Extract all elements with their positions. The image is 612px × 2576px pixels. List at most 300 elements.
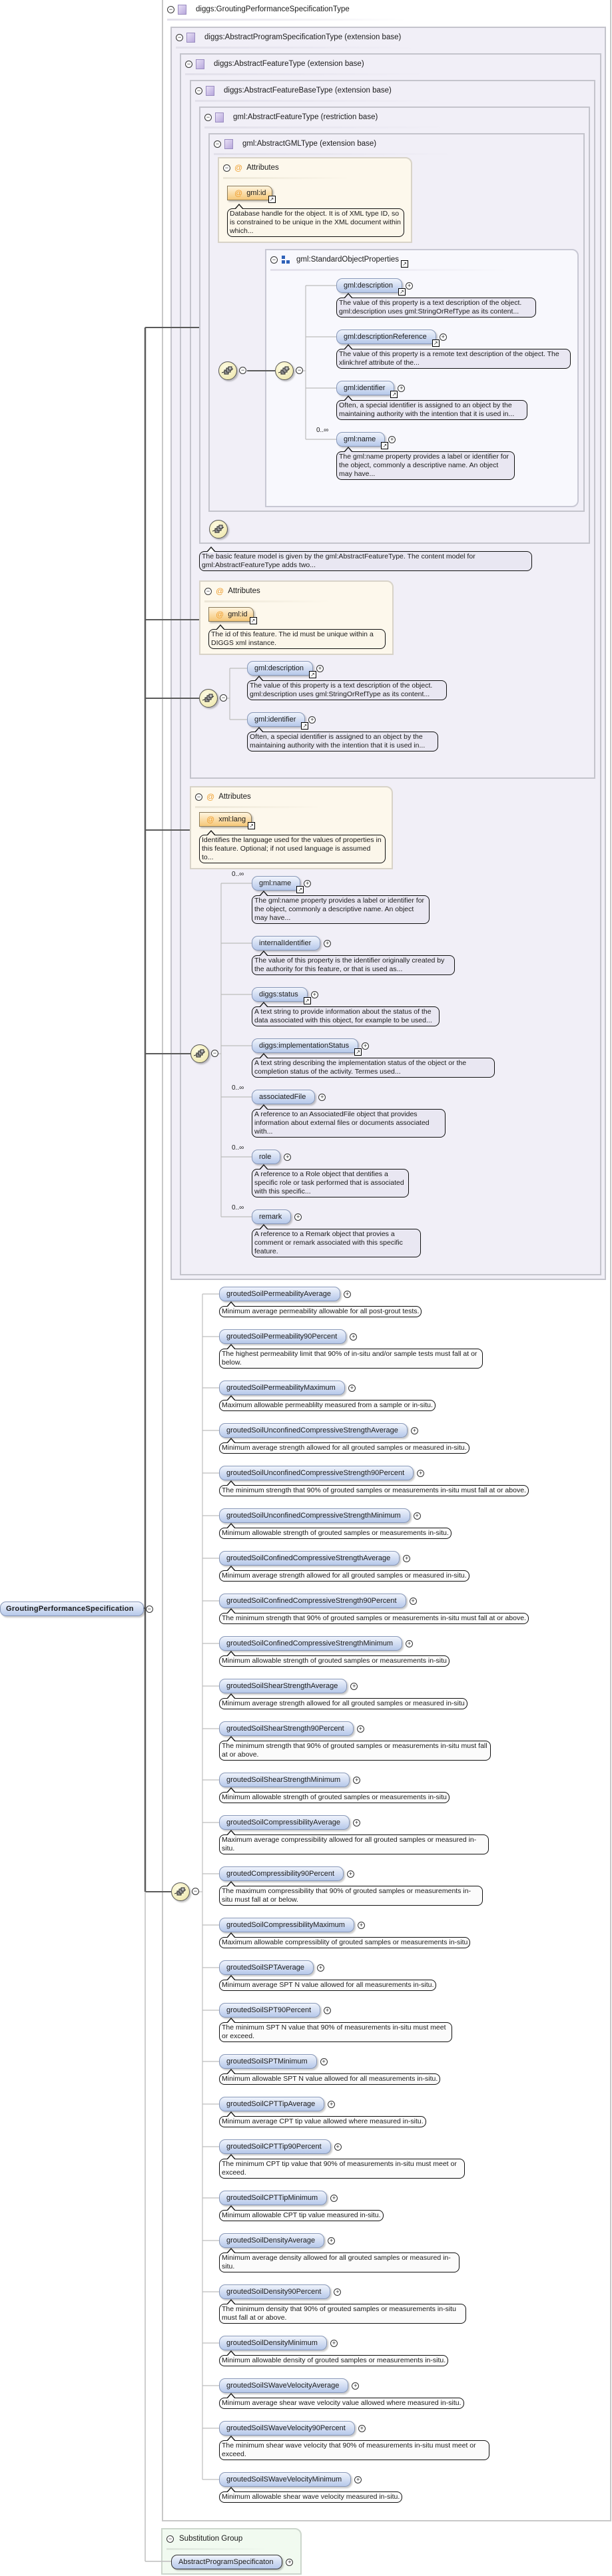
reference-arrow-icon[interactable]: ↗ xyxy=(296,886,304,893)
element-doc: Minimum average strength allowed for all grouted samples or measured in-situ xyxy=(219,1698,467,1709)
element-name: AbstractProgramSpecificaton xyxy=(178,2558,274,2566)
element-doc: Minimum allowable CPT tip value measured in-situ. xyxy=(219,2210,384,2221)
plus-circle-icon[interactable]: + xyxy=(414,1512,421,1520)
minus-circle-icon[interactable]: − xyxy=(176,34,183,41)
element-item xyxy=(219,2004,529,2042)
element-row xyxy=(219,1509,529,1522)
reference-arrow-icon[interactable]: ↗ xyxy=(390,391,398,398)
plus-circle-icon[interactable]: + xyxy=(286,2559,293,2566)
element-item xyxy=(219,1722,529,1761)
type-label: gml:AbstractFeatureType (restriction base) xyxy=(233,113,378,121)
element-name: groutedSoilDensity90Percent xyxy=(226,2288,322,2296)
element-pill[interactable] xyxy=(252,876,303,893)
element-name: diggs:status xyxy=(259,990,298,998)
element-doc: Minimum allowable density of grouted samples or measurements in-situ. xyxy=(219,2355,448,2366)
element-doc: Maximum average compressibility allowed for all grouted samples or measured in-situ. xyxy=(219,1834,489,1854)
plus-circle-icon[interactable]: + xyxy=(353,1819,360,1826)
element-doc: The minimum SPT N value that 90% of measurements in-situ must meet or exceed. xyxy=(219,2022,452,2042)
plus-circle-icon[interactable]: + xyxy=(410,1598,417,1605)
element-item xyxy=(219,2191,529,2221)
element-pill[interactable] xyxy=(252,1150,280,1164)
plus-circle-icon[interactable]: + xyxy=(311,991,318,998)
element-row xyxy=(219,1816,529,1829)
element-pill[interactable] xyxy=(336,278,402,293)
element-pill[interactable] xyxy=(252,936,320,951)
type-box-header xyxy=(185,59,364,69)
plus-circle-icon[interactable]: + xyxy=(284,1154,291,1161)
element-name: diggs:implementationStatus xyxy=(259,1042,350,1050)
type-label: diggs:GroutingPerformanceSpecificationType xyxy=(196,5,350,13)
element-pill[interactable] xyxy=(219,1679,347,1693)
plus-circle-icon[interactable]: + xyxy=(362,1042,369,1050)
plus-circle-icon[interactable]: + xyxy=(358,2425,366,2432)
element-pill[interactable] xyxy=(336,329,436,344)
element-row xyxy=(219,1466,529,1480)
element-row xyxy=(219,1330,529,1343)
plus-circle-icon[interactable]: + xyxy=(347,1870,354,1878)
plus-circle-icon[interactable]: + xyxy=(330,2340,338,2347)
plus-circle-icon[interactable]: + xyxy=(317,1964,324,1972)
element-name: remark xyxy=(259,1213,282,1221)
element-pill[interactable] xyxy=(219,1773,350,1787)
plus-circle-icon[interactable]: + xyxy=(320,2058,328,2065)
element-name: gml:identifier xyxy=(344,384,386,392)
complex-type-icon xyxy=(215,112,224,122)
element-row xyxy=(232,1144,495,1164)
element-doc: The minimum shear wave velocity that 90% of measurements in-situ must meet or exceed. xyxy=(219,2440,489,2460)
element-item xyxy=(219,1287,529,1317)
sequence-compositor-icon[interactable] xyxy=(218,361,237,380)
element-pill[interactable] xyxy=(252,1038,358,1053)
element-name: groutedSoilSWaveVelocity90Percent xyxy=(226,2424,346,2432)
element-item xyxy=(219,1466,529,1496)
element-row xyxy=(219,1381,529,1395)
plus-circle-icon[interactable]: + xyxy=(308,716,316,724)
element-pill[interactable] xyxy=(336,381,397,397)
element-item xyxy=(252,1039,495,1078)
substitution-group-box xyxy=(161,2528,302,2575)
root-element-label: GroutingPerformanceSpecification xyxy=(6,1605,134,1613)
element-pill[interactable] xyxy=(219,1918,354,1932)
element-item xyxy=(219,1773,529,1803)
element-doc: The highest permeability limit that 90% of in-situ and/or sample tests must fall at or below. xyxy=(219,1349,483,1369)
complex-type-icon xyxy=(196,59,204,69)
type-box-header xyxy=(176,32,401,43)
element-row xyxy=(219,1867,529,1880)
element-row xyxy=(219,1287,529,1301)
element-row xyxy=(219,1637,529,1650)
plus-circle-icon[interactable]: + xyxy=(350,1683,358,1690)
element-pill[interactable] xyxy=(219,2097,324,2111)
element-item xyxy=(247,713,447,751)
cardinality-label: 0..∞ xyxy=(232,1204,244,1211)
element-row xyxy=(219,2379,529,2392)
complex-type-icon xyxy=(224,139,233,149)
element-pill[interactable] xyxy=(252,1090,315,1104)
plus-circle-icon[interactable]: + xyxy=(352,2382,359,2390)
minus-circle-icon[interactable]: − xyxy=(167,6,174,13)
element-doc: The minimum strength that 90% of grouted samples or measurements in-situ must fall at or above. xyxy=(219,1741,491,1761)
element-doc: A text string describing the implementation status of the object or the completion status of the activity. Termes used... xyxy=(252,1058,495,1078)
element-doc: Minimum allowable strength of grouted samples or measurements in-situ xyxy=(219,1792,450,1803)
element-list-spec-items xyxy=(219,1287,529,2515)
root-element xyxy=(0,1602,153,1616)
element-pill[interactable] xyxy=(219,1287,340,1301)
plus-circle-icon[interactable]: + xyxy=(350,1333,357,1341)
element-name: groutedSoilUnconfinedCompressiveStrengthMinimum xyxy=(226,1512,401,1520)
at-sign-icon: @ xyxy=(216,610,224,619)
substitution-group-header xyxy=(166,2533,242,2544)
element-item xyxy=(247,662,447,700)
element-pill[interactable] xyxy=(219,2378,348,2393)
type-label: diggs:AbstractFeatureType (extension base) xyxy=(214,60,364,68)
group-label: gml:StandardObjectProperties xyxy=(296,256,400,264)
sequence-compositor-icon[interactable] xyxy=(171,1882,190,1901)
element-name: groutedSoilSWaveVelocityAverage xyxy=(226,2382,340,2390)
element-item xyxy=(219,1961,529,1991)
element-doc: Often, a special identifier is assigned to an object by the maintaining authority with the intention that it is used in... xyxy=(336,400,527,420)
element-row xyxy=(219,1679,529,1693)
element-name: groutedSoilPermeabilityAverage xyxy=(226,1290,331,1298)
element-item xyxy=(232,871,495,924)
plus-circle-icon[interactable]: + xyxy=(294,1213,302,1221)
element-name: associatedFile xyxy=(259,1093,306,1101)
element-item xyxy=(219,2055,529,2085)
element-pill[interactable] xyxy=(252,987,308,1002)
element-pill[interactable] xyxy=(336,432,388,449)
element-name: gml:name xyxy=(259,879,292,887)
element-pill[interactable] xyxy=(219,2003,320,2018)
element-doc: Minimum allowable shear wave velocity measured in-situ. xyxy=(219,2491,402,2503)
cardinality-label: 0..∞ xyxy=(232,1144,244,1152)
element-pill[interactable] xyxy=(219,1329,346,1344)
element-item xyxy=(219,2336,529,2366)
element-row xyxy=(219,1552,529,1565)
element-doc: Minimum average density allowed for all grouted samples or measured in-situ. xyxy=(219,2253,459,2272)
element-pill[interactable] xyxy=(171,2555,282,2569)
element-item xyxy=(232,1204,495,1257)
attributes-label: Attributes xyxy=(228,587,260,595)
plus-circle-icon[interactable]: + xyxy=(406,282,413,290)
root-element-pill[interactable] xyxy=(0,1602,144,1616)
element-row xyxy=(336,330,571,346)
cardinality-label: 0..∞ xyxy=(232,871,244,878)
element-item xyxy=(219,2285,529,2324)
reference-arrow-icon[interactable]: ↗ xyxy=(248,822,255,829)
element-item xyxy=(336,330,571,369)
element-item xyxy=(219,1552,529,1582)
element-doc: The minimum strength that 90% of grouted samples or measurements in-situ must fall at or above. xyxy=(219,1485,529,1496)
attribute-gml-id[interactable] xyxy=(208,607,254,622)
element-pill[interactable] xyxy=(219,2421,355,2436)
reference-arrow-icon[interactable]: ↗ xyxy=(354,1048,362,1056)
plus-circle-icon[interactable]: + xyxy=(316,665,324,672)
element-item xyxy=(219,1330,529,1369)
element-item xyxy=(219,1594,529,1624)
element-doc: Minimum average strength allowed for all grouted samples or measured in-situ. xyxy=(219,1442,469,1454)
element-pill[interactable] xyxy=(219,1466,414,1480)
element-row xyxy=(232,1084,495,1104)
element-pill[interactable] xyxy=(219,2284,330,2299)
reference-arrow-icon[interactable]: ↗ xyxy=(250,617,257,624)
element-doc: The gml:name property provides a label or identifier for the object, commonly a descriptive name. An object may have... xyxy=(336,451,515,480)
reference-arrow-icon[interactable]: ↗ xyxy=(304,997,311,1004)
element-row xyxy=(247,713,447,729)
reference-arrow-icon[interactable]: ↗ xyxy=(301,722,308,730)
element-row xyxy=(252,1039,495,1055)
element-pill[interactable] xyxy=(219,1508,410,1523)
element-name: groutedSoilDensityMinimum xyxy=(226,2339,318,2347)
plus-circle-icon[interactable]: + xyxy=(358,1922,365,1929)
at-sign-icon: @ xyxy=(234,188,243,198)
plus-circle-icon[interactable]: + xyxy=(330,2195,338,2202)
substitution-member xyxy=(171,2555,293,2569)
element-name: groutedSoilShearStrength90Percent xyxy=(226,1725,344,1733)
element-item xyxy=(219,1424,529,1454)
element-item xyxy=(219,1918,529,1948)
minus-circle-icon[interactable]: − xyxy=(195,793,202,801)
element-doc: A reference to a Remark object that provies a comment or remark associated with this specific feature. xyxy=(252,1229,421,1257)
minus-circle-icon[interactable]: − xyxy=(192,1888,199,1895)
sequence-compositor-icon[interactable] xyxy=(199,689,218,708)
element-item xyxy=(219,2473,529,2503)
element-item xyxy=(316,427,571,480)
attribute-name: gml:id xyxy=(246,189,266,197)
minus-circle-icon[interactable]: − xyxy=(214,140,221,148)
element-pill[interactable] xyxy=(219,2054,317,2069)
attribute-gml-id[interactable] xyxy=(227,186,272,200)
at-sign-icon: @ xyxy=(206,815,215,824)
minus-circle-icon[interactable]: − xyxy=(185,61,192,68)
plus-circle-icon[interactable]: + xyxy=(324,2007,331,2014)
group-header xyxy=(270,254,408,265)
element-doc: Maximum allowable compressiblity of grouted samples or measurements in-situ xyxy=(219,1937,470,1948)
element-item xyxy=(232,1144,495,1197)
element-row xyxy=(219,2055,529,2068)
minus-circle-icon[interactable]: − xyxy=(270,256,278,264)
plus-circle-icon[interactable]: + xyxy=(406,1640,413,1647)
type-box-header xyxy=(195,85,392,96)
reference-arrow-icon[interactable]: ↗ xyxy=(432,339,440,347)
minus-circle-icon[interactable]: − xyxy=(204,588,212,595)
attribute-xml-lang[interactable] xyxy=(199,812,252,827)
element-row xyxy=(219,1918,529,1932)
element-row xyxy=(219,1773,529,1787)
element-pill[interactable] xyxy=(252,1209,291,1224)
element-item xyxy=(219,2097,529,2127)
plus-circle-icon[interactable]: + xyxy=(334,2143,342,2151)
attributes-box-feature xyxy=(190,786,393,869)
plus-circle-icon[interactable]: + xyxy=(411,1427,418,1434)
plus-circle-icon[interactable]: + xyxy=(304,880,311,887)
sequence-compositor-icon[interactable] xyxy=(190,1044,209,1063)
attribute-name: gml:id xyxy=(228,610,248,618)
element-pill[interactable] xyxy=(219,1960,314,1975)
element-name: groutedSoilPermeability90Percent xyxy=(226,1333,338,1341)
element-doc: A reference to a Role object that dentifies a specific role or task performed that is associated with this specific... xyxy=(252,1169,409,1197)
plus-circle-icon[interactable]: + xyxy=(348,1385,356,1392)
element-doc: A text string to provide information about the status of the data associated with this object, for example to be used... xyxy=(252,1006,440,1026)
plus-circle-icon[interactable]: + xyxy=(324,940,331,947)
element-row xyxy=(219,2234,529,2247)
type-box-header xyxy=(167,4,350,15)
minus-circle-icon[interactable]: − xyxy=(220,694,227,702)
element-row xyxy=(219,1424,529,1437)
minus-circle-icon[interactable]: − xyxy=(223,164,230,172)
plus-circle-icon[interactable]: + xyxy=(354,2476,362,2483)
element-row xyxy=(247,662,447,678)
plus-circle-icon[interactable]: + xyxy=(328,2101,335,2108)
element-row xyxy=(219,2422,529,2435)
element-name: gml:description xyxy=(344,282,393,290)
plus-circle-icon[interactable]: + xyxy=(334,2288,341,2296)
plus-circle-icon[interactable]: + xyxy=(328,2237,335,2245)
element-item xyxy=(219,1637,529,1667)
element-pill[interactable] xyxy=(219,1721,354,1736)
element-pill[interactable] xyxy=(219,1381,345,1395)
plus-circle-icon[interactable]: + xyxy=(440,333,447,341)
element-name: groutedSoilSPTAverage xyxy=(226,1964,304,1972)
group-icon xyxy=(282,256,290,264)
plus-circle-icon[interactable]: + xyxy=(403,1555,410,1562)
element-name: gml:identifier xyxy=(254,716,296,724)
minus-circle-icon[interactable]: − xyxy=(204,114,212,121)
plus-circle-icon[interactable]: + xyxy=(353,1777,360,1784)
type-label: diggs:AbstractFeatureBaseType (extension base) xyxy=(224,87,392,95)
element-doc: The maximum compressibility that 90% of grouted samples or measurements in-situ must fall at or below. xyxy=(219,1886,483,1906)
element-name: groutedSoilUnconfinedCompressiveStrength90Percent xyxy=(226,1469,405,1477)
element-row xyxy=(219,1722,529,1735)
minus-circle-icon[interactable]: − xyxy=(239,367,246,374)
feature-type-doc: The basic feature model is given by the gml:AbstractFeatureType. The content model for gml:AbstractFeatureType adds two... xyxy=(199,551,532,571)
element-name: groutedSoilCPTTipAverage xyxy=(226,2100,316,2108)
element-doc: Minimum allowable strength of grouted samples or measurements in-situ. xyxy=(219,1528,452,1539)
element-name: gml:description xyxy=(254,664,304,672)
element-item xyxy=(219,1679,529,1709)
element-item xyxy=(336,381,571,420)
substitution-group-label: Substitution Group xyxy=(179,2535,243,2543)
element-name: groutedSoilSPTMinimum xyxy=(226,2057,308,2065)
element-row xyxy=(219,2097,529,2111)
element-list-feature-items xyxy=(232,871,495,1270)
element-item xyxy=(232,1084,495,1138)
element-name: groutedSoilShearStrengthMinimum xyxy=(226,1776,341,1784)
plus-circle-icon[interactable]: + xyxy=(388,436,396,443)
element-row xyxy=(219,1961,529,1974)
reference-arrow-icon[interactable]: ↗ xyxy=(268,196,276,203)
element-pill[interactable] xyxy=(219,1551,400,1566)
element-name: groutedCompressibility90Percent xyxy=(226,1870,335,1878)
plus-circle-icon[interactable]: + xyxy=(318,1094,326,1101)
plus-circle-icon[interactable]: + xyxy=(357,1725,364,1733)
element-doc: The minimum strength that 90% of grouted samples or measurements in-situ must fall at or above. xyxy=(219,1613,529,1624)
element-doc: The value of this property is the identifier originally created by the authority for this feature, or that is used as... xyxy=(252,955,455,975)
element-item xyxy=(219,1816,529,1854)
element-doc: The value of this property is a text description of the object. gml:description uses gml:StringOrRefType as its content... xyxy=(336,298,536,318)
element-pill[interactable] xyxy=(219,1815,350,1830)
sequence-compositor-icon[interactable] xyxy=(209,520,228,538)
reference-arrow-icon[interactable]: ↗ xyxy=(398,288,406,296)
element-pill[interactable] xyxy=(219,2191,327,2205)
element-doc: The value of this property is a text description of the object. gml:description uses gml:StringOrRefType as its content... xyxy=(247,680,447,700)
element-doc: A reference to an AssociatedFile object that provides information about external files or documents associated with... xyxy=(252,1109,446,1138)
element-name: groutedSoilCompressibilityMaximum xyxy=(226,1921,345,1929)
element-pill[interactable] xyxy=(247,712,308,729)
element-pill[interactable] xyxy=(219,2233,324,2248)
element-pill[interactable] xyxy=(219,2336,327,2350)
element-pill[interactable] xyxy=(219,1866,344,1881)
plus-circle-icon[interactable]: + xyxy=(417,1470,424,1477)
element-list-sop-items xyxy=(316,279,571,493)
element-name: groutedSoilConfinedCompressiveStrengthAverage xyxy=(226,1554,391,1562)
element-row xyxy=(219,2285,529,2298)
element-pill[interactable] xyxy=(247,661,313,676)
element-pill[interactable] xyxy=(219,2472,351,2487)
element-item xyxy=(336,279,571,318)
element-item xyxy=(219,2379,529,2409)
element-row xyxy=(219,2140,529,2153)
element-item xyxy=(252,937,495,975)
reference-arrow-icon[interactable]: ↗ xyxy=(401,260,408,268)
element-name: role xyxy=(259,1153,272,1161)
at-sign-icon: @ xyxy=(234,163,243,172)
element-pill[interactable] xyxy=(219,1594,406,1608)
complex-type-icon xyxy=(206,86,214,96)
element-doc: Minimum average strength allowed for all grouted samples or measured in-situ. xyxy=(219,1570,469,1582)
element-pill[interactable] xyxy=(219,2139,331,2154)
minus-circle-icon[interactable]: − xyxy=(146,1606,153,1613)
element-item xyxy=(219,2422,529,2460)
sequence-compositor-icon[interactable] xyxy=(275,361,294,380)
element-doc: The gml:name property provides a label or identifier for the object, commonly a descriptive name. An object may have... xyxy=(252,895,430,924)
plus-circle-icon[interactable]: + xyxy=(398,385,405,392)
reference-arrow-icon[interactable]: ↗ xyxy=(309,671,316,678)
element-doc: The minimum CPT tip value that 90% of measurements in-situ must meet or exceed. xyxy=(219,2159,465,2179)
attributes-label: Attributes xyxy=(246,164,279,172)
element-doc: Minimum allowable strength of grouted samples or measurements in-situ xyxy=(219,1655,450,1667)
element-doc: The minimum density that 90% of grouted samples or measurements in-situ must fall at or above. xyxy=(219,2304,466,2324)
element-name: gml:descriptionReference xyxy=(344,333,427,341)
type-label: diggs:AbstractProgramSpecificationType (extension base) xyxy=(204,33,402,41)
element-name: groutedSoilCPTTip90Percent xyxy=(226,2143,322,2151)
minus-circle-icon[interactable]: − xyxy=(211,1050,218,1057)
element-name: internalIdentifier xyxy=(259,939,312,947)
element-row xyxy=(219,1594,529,1608)
attributes-box-feature-base xyxy=(199,580,394,655)
element-row xyxy=(219,2336,529,2350)
attributes-header xyxy=(223,162,279,173)
plus-circle-icon[interactable]: + xyxy=(344,1291,351,1298)
element-pill[interactable] xyxy=(219,1636,402,1651)
at-sign-icon: @ xyxy=(216,586,224,596)
minus-circle-icon[interactable]: − xyxy=(166,2535,174,2543)
minus-circle-icon[interactable]: − xyxy=(296,367,303,374)
element-pill[interactable] xyxy=(219,1423,408,1438)
element-doc: Minimum average shear wave velocity value allowed where measured in-situ. xyxy=(219,2398,464,2409)
element-item xyxy=(219,1509,529,1539)
attribute-doc: Identifies the language used for the values of properties in this feature. Optional; if not used language is assumed to... xyxy=(199,835,386,863)
reference-arrow-icon[interactable]: ↗ xyxy=(381,442,388,449)
element-item xyxy=(219,2234,529,2272)
element-name: gml:name xyxy=(344,435,376,443)
minus-circle-icon[interactable]: − xyxy=(195,87,202,95)
element-name: groutedSoilSWaveVelocityMinimum xyxy=(226,2475,342,2483)
element-row xyxy=(232,1204,495,1223)
element-doc: Minimum allowable SPT N value allowed for all measurements in-situ. xyxy=(219,2073,440,2085)
element-row xyxy=(232,871,495,893)
element-name: groutedSoilPermeabilityMaximum xyxy=(226,1384,336,1392)
element-item xyxy=(219,2140,529,2179)
